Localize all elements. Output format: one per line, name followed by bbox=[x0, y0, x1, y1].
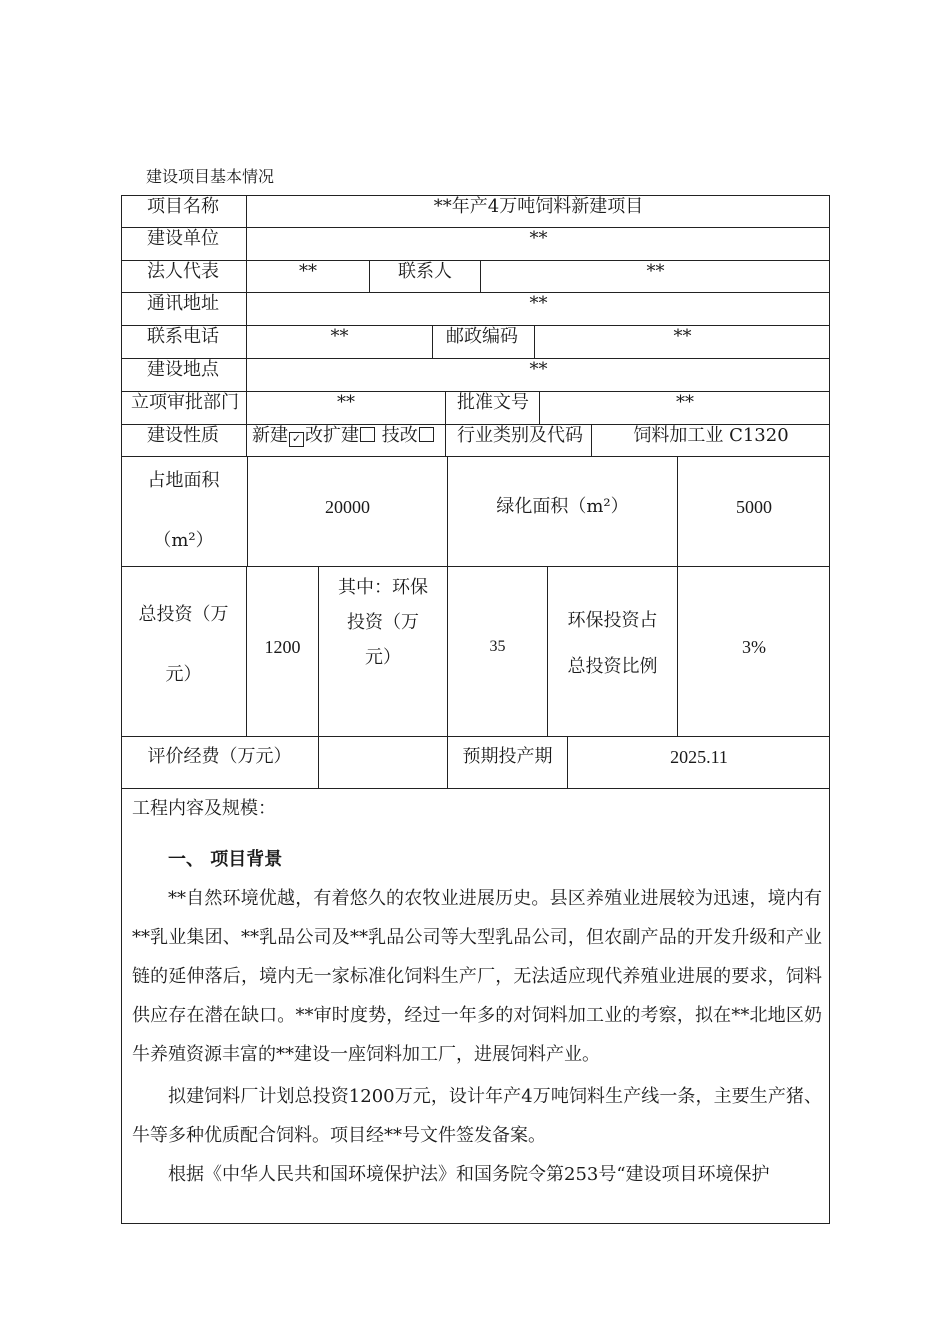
invest-label-line: 元） bbox=[165, 664, 202, 685]
nature-new-checkbox[interactable]: ✓ bbox=[289, 432, 304, 447]
green-label: 绿化面积（m²） bbox=[496, 496, 629, 517]
env-invest-label bbox=[319, 570, 447, 675]
env-invest-label-line: 元） bbox=[365, 647, 401, 668]
ratio-label-line: 总投资比例 bbox=[567, 656, 658, 677]
nature-new-text: 新建 bbox=[252, 425, 288, 446]
content-heading: 工程内容及规模： bbox=[132, 798, 276, 819]
nature-tech-checkbox[interactable] bbox=[419, 427, 434, 442]
site-label: 建设地点 bbox=[147, 359, 219, 380]
env-invest-label-line: 投资（万 bbox=[347, 612, 419, 633]
production-value: 2025.11 bbox=[670, 747, 728, 767]
row-divider bbox=[121, 456, 830, 457]
env-invest-value: 35 bbox=[489, 638, 506, 655]
nature-tech-text: 技改 bbox=[381, 425, 418, 446]
section-caption: 建设项目基本情况 bbox=[146, 167, 275, 186]
invest-label-line: 总投资（万 bbox=[138, 604, 229, 625]
ratio-label-line: 环保投资占 bbox=[567, 610, 658, 631]
project-name-label: 项目名称 bbox=[147, 196, 219, 217]
invest-value: 1200 bbox=[264, 637, 301, 657]
ratio-label bbox=[548, 608, 677, 678]
legal-rep-label: 法人代表 bbox=[147, 261, 219, 282]
area-label-line: 占地面积 bbox=[147, 470, 220, 491]
legal-rep-value: ** bbox=[299, 261, 317, 282]
site-value: ** bbox=[529, 359, 548, 380]
area-label bbox=[121, 466, 246, 556]
industry-value: 饲料加工业 C1320 bbox=[633, 425, 789, 446]
phone-value: ** bbox=[330, 326, 349, 347]
industry-label: 行业类别及代码 bbox=[457, 425, 583, 446]
approval-dept-label: 立项审批部门 bbox=[131, 392, 239, 413]
invest-label bbox=[121, 600, 246, 690]
address-value: ** bbox=[529, 293, 548, 314]
paragraph: **自然环境优越，有着悠久的农牧业进展历史。县区养殖业进展较为迅速，境内有**乳业集团、**乳品公司及**乳品公司等大型乳品公司，但农副产品的开发升级和产业链的延伸落后，境内无一家标准化饲料生产厂，无法适应现代养殖业进展的要求，饲料供应存在潜在缺口。**审时度势，经过一年多的对饲料加工业的考察，拟在**北地区奶牛养殖资源丰富的**建设一座饲料加工厂，进展饲料产业。 bbox=[132, 888, 822, 1065]
green-value: 5000 bbox=[736, 497, 772, 517]
contact-value: ** bbox=[646, 261, 665, 282]
nature-expand-text: 改扩建 bbox=[305, 425, 359, 446]
area-label-line: （m²） bbox=[153, 530, 214, 551]
section-title: 一、 项目背景 bbox=[168, 849, 283, 870]
production-label: 预期投产期 bbox=[462, 746, 553, 767]
postal-value: ** bbox=[673, 326, 692, 347]
col-divider bbox=[369, 260, 370, 292]
approval-doc-label: 批准文号 bbox=[457, 392, 529, 413]
fee-label: 评价经费（万元） bbox=[147, 746, 292, 767]
builder-value: ** bbox=[529, 228, 548, 249]
approval-dept-value: ** bbox=[337, 392, 355, 413]
nature-options bbox=[252, 425, 435, 447]
row-divider bbox=[121, 566, 830, 567]
col-divider bbox=[445, 391, 446, 456]
paragraph: 根据《中华人民共和国环境保护法》和国务院令第253号“建设项目环境保护 bbox=[168, 1164, 770, 1185]
builder-label: 建设单位 bbox=[147, 228, 219, 249]
project-name-value: **年产4万吨饲料新建项目 bbox=[433, 196, 644, 217]
approval-doc-value: ** bbox=[676, 392, 694, 413]
env-invest-label-line: 其中：环保 bbox=[338, 577, 428, 598]
contact-label: 联系人 bbox=[398, 261, 452, 282]
nature-label: 建设性质 bbox=[147, 425, 219, 446]
postal-label: 邮政编码 bbox=[446, 326, 518, 347]
area-value: 20000 bbox=[325, 497, 370, 517]
row-divider bbox=[121, 736, 830, 737]
nature-expand-checkbox[interactable] bbox=[360, 427, 375, 442]
ratio-value: 3% bbox=[742, 637, 766, 657]
phone-label: 联系电话 bbox=[147, 326, 219, 347]
col-divider bbox=[432, 325, 433, 358]
paragraph: 拟建饲料厂计划总投资1200万元，设计年产4万吨饲料生产线一条，主要生产猪、牛等多种优质配合饲料。项目经**号文件签发备案。 bbox=[132, 1086, 822, 1146]
address-label: 通讯地址 bbox=[147, 293, 219, 314]
